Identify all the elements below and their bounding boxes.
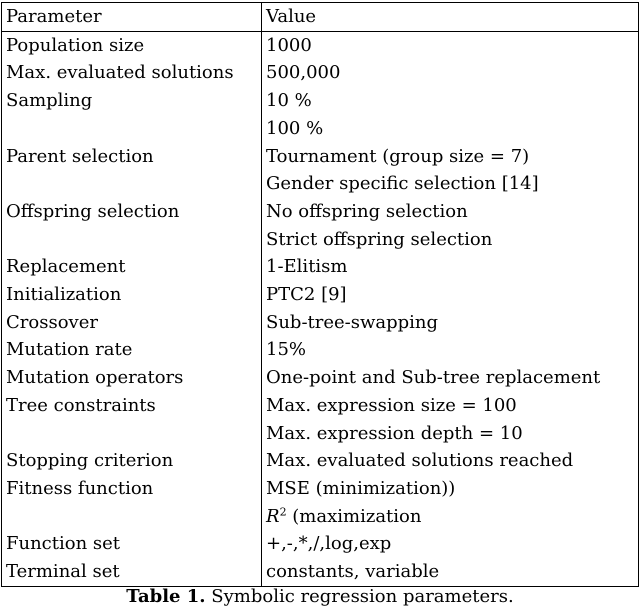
value-cell: 500,000 [266,62,341,84]
parameter-cell: Fitness function [2,475,262,503]
table-row [2,253,639,281]
parameter-cell: Max. evaluated solutions [2,59,262,87]
parameter-cell [2,226,262,254]
parameter-cell [2,503,262,531]
parameter-cell: Replacement [2,253,262,281]
value-text: (maximization [286,505,422,527]
table-caption [0,586,640,607]
table-row [2,87,639,115]
table-row [2,115,639,143]
table-row [2,143,639,171]
table-row [2,364,639,392]
parameter-cell: Mutation operators [2,364,262,392]
value-cell [262,503,639,531]
parameter-cell: Crossover [2,309,262,337]
parameter-cell: Sampling [2,87,262,115]
value-cell: Max. expression size = 100 [266,394,517,416]
table-row [2,170,639,198]
parameter-cell [2,115,262,143]
value-cell: 15% [266,339,307,361]
parameter-cell [2,420,262,448]
value-cell: MSE (minimization)) [266,477,456,499]
value-cell: Tournament (group size = 7) [266,145,530,167]
value-superscript: 2 [279,505,287,519]
caption-label: Table 1. [126,586,206,607]
parameter-cell [2,170,262,198]
table-row [2,420,639,448]
parameter-cell: Function set [2,530,262,558]
header-value: Value [262,3,639,32]
value-cell: Max. expression depth = 10 [266,422,523,444]
value-cell: PTC2 [9] [266,284,347,306]
table-row [2,309,639,337]
table-row [2,226,639,254]
parameter-table [1,2,639,587]
parameter-cell: Mutation rate [2,336,262,364]
value-cell: +,-,*,/,log,exp [266,533,392,555]
table-row [2,31,639,59]
table-body [2,31,639,586]
table-row [2,475,639,503]
table-row [2,336,639,364]
parameter-table-container [1,2,638,587]
parameter-cell: Initialization [2,281,262,309]
value-cell: 10 % [266,90,312,112]
parameter-cell: Tree constraints [2,392,262,420]
caption-text: Symbolic regression parameters. [205,586,514,607]
header-parameter: Parameter [2,3,262,32]
value-variable: R [266,505,280,527]
value-cell: One-point and Sub-tree replacement [266,367,601,389]
table-row [2,558,639,586]
parameter-cell: Stopping criterion [2,447,262,475]
table-row [2,392,639,420]
table-row [2,281,639,309]
table-row [2,447,639,475]
table-row [2,503,639,531]
parameter-cell: Population size [2,31,262,59]
value-cell: 1000 [266,34,312,56]
value-cell: Strict offspring selection [266,228,493,250]
value-cell: Sub-tree-swapping [266,311,439,333]
value-cell: Max. evaluated solutions reached [266,450,574,472]
value-cell: constants, variable [266,561,440,583]
value-cell: 1-Elitism [266,256,348,278]
table-header-row [2,3,639,32]
parameter-cell: Parent selection [2,143,262,171]
table-row [2,198,639,226]
table-row [2,59,639,87]
value-cell: 100 % [266,117,324,139]
table-row [2,530,639,558]
parameter-cell: Terminal set [2,558,262,586]
parameter-cell: Offspring selection [2,198,262,226]
value-cell: No offspring selection [266,200,468,222]
value-cell: Gender specific selection [14] [266,173,539,195]
